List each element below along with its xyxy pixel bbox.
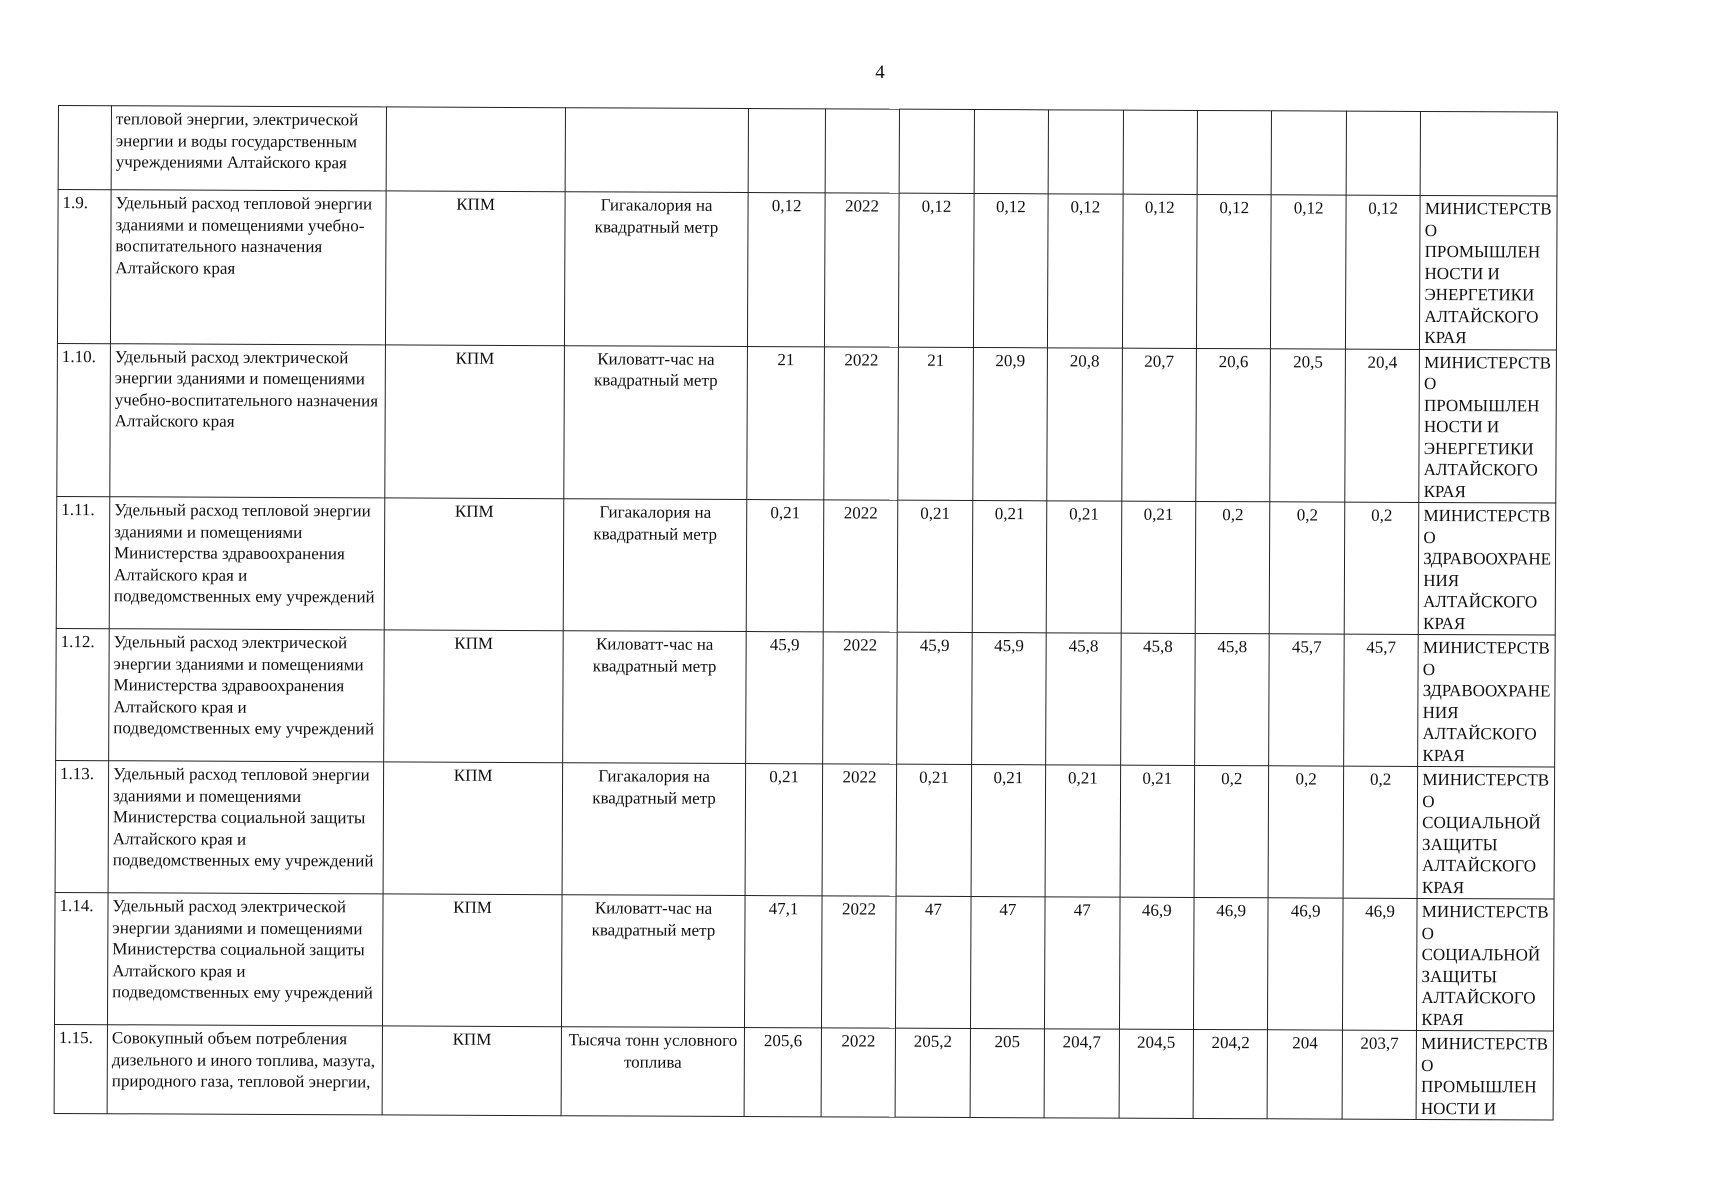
value-cell: 0,21 bbox=[972, 500, 1047, 632]
indicator-name-cell: Удельный расход тепловой энергии зданиями и помещениями учебно-воспитательного назначения Алтайского края bbox=[110, 190, 386, 345]
value-cell: 0,21 bbox=[1045, 765, 1120, 897]
value-cell: 204,2 bbox=[1193, 1029, 1268, 1118]
value-cell bbox=[974, 109, 1049, 193]
value-cell: 45,9 bbox=[746, 632, 823, 764]
unit-cell: Киловатт-час на квадратный метр bbox=[561, 895, 745, 1028]
responsible-cell: МИНИСТЕРСТВО СОЦИАЛЬНОЙ ЗАЩИТЫ АЛТАЙСКОГО КРАЯ bbox=[1417, 766, 1554, 899]
value-cell: 20,7 bbox=[1121, 348, 1196, 502]
table-body bbox=[54, 106, 1557, 1121]
value-cell: 47 bbox=[1045, 897, 1120, 1029]
value-cell: 0,12 bbox=[1271, 195, 1346, 349]
value-cell: 2022 bbox=[822, 632, 897, 764]
value-cell: 0,12 bbox=[748, 193, 825, 347]
value-cell: 205 bbox=[970, 1028, 1045, 1117]
value-cell: 46,9 bbox=[1342, 898, 1417, 1030]
value-cell: 204,5 bbox=[1119, 1029, 1194, 1118]
indicator-name-cell: Совокупный объем потребления дизельного и иного топлива, мазута, природного газа, тепловой энергии, bbox=[107, 1025, 383, 1115]
value-cell: 45,8 bbox=[1046, 633, 1121, 765]
indicator-type-cell: КПМ bbox=[385, 344, 564, 498]
value-cell: 2022 bbox=[823, 500, 898, 632]
value-cell: 20,9 bbox=[972, 347, 1047, 501]
value-cell: 0,2 bbox=[1195, 501, 1270, 633]
table-row bbox=[56, 628, 1556, 767]
value-cell bbox=[1197, 110, 1272, 194]
value-cell: 205,6 bbox=[744, 1028, 821, 1117]
indicator-type-cell: КПМ bbox=[385, 498, 564, 631]
unit-cell: Гигакалория на квадратный метр bbox=[562, 763, 746, 896]
value-cell: 45,9 bbox=[971, 632, 1046, 764]
value-cell: 0,12 bbox=[1345, 195, 1420, 349]
value-cell: 205,2 bbox=[895, 1028, 970, 1117]
value-cell: 204 bbox=[1267, 1030, 1342, 1119]
value-cell: 46,9 bbox=[1119, 897, 1194, 1029]
value-cell: 21 bbox=[898, 347, 973, 501]
value-cell: 45,9 bbox=[897, 632, 972, 764]
unit-cell: Тысяча тонн условного топлива bbox=[561, 1027, 745, 1117]
table-row bbox=[56, 496, 1556, 635]
value-cell: 20,4 bbox=[1345, 349, 1420, 503]
row-number-cell: 1.14. bbox=[54, 892, 108, 1024]
value-cell bbox=[899, 109, 974, 193]
indicator-name-cell: Удельный расход тепловой энергии зданиями и помещениями Министерства здравоохранения Алтайского края и подведомственных ему учреждений bbox=[109, 497, 385, 630]
unit-cell: Киловатт-час на квадратный метр bbox=[562, 631, 746, 764]
responsible-cell: МИНИСТЕРСТВО ПРОМЫШЛЕННОСТИ И ЭНЕРГЕТИКИ АЛТАЙСКОГО КРАЯ bbox=[1420, 195, 1557, 349]
value-cell: 0,21 bbox=[896, 764, 971, 896]
value-cell bbox=[1272, 111, 1347, 195]
indicator-type-cell: КПМ bbox=[386, 191, 565, 345]
value-cell: 20,8 bbox=[1047, 347, 1122, 501]
value-cell: 0,21 bbox=[1120, 765, 1195, 897]
value-cell bbox=[748, 109, 825, 193]
value-cell: 204,7 bbox=[1044, 1029, 1119, 1118]
indicator-type-cell: КПМ bbox=[383, 762, 562, 895]
table-row bbox=[54, 1024, 1553, 1120]
value-cell: 47,1 bbox=[745, 896, 822, 1028]
indicator-type-cell: КПМ bbox=[382, 1026, 561, 1116]
value-cell bbox=[1048, 110, 1123, 194]
indicator-name-cell: Удельный расход электрической энергии зданиями и помещениями Министерства социальной защиты Алтайского края и подведомственных ему учреждений bbox=[108, 893, 384, 1026]
value-cell: 0,2 bbox=[1194, 765, 1269, 897]
indicator-name-cell: Удельный расход электрической энергии зданиями и помещениями учебно-воспитательного назначения Алтайского края bbox=[110, 343, 386, 498]
value-cell: 47 bbox=[970, 896, 1045, 1028]
value-cell: 0,2 bbox=[1270, 502, 1345, 634]
table-row bbox=[57, 190, 1557, 350]
responsible-cell: МИНИСТЕРСТВО ПРОМЫШЛЕННОСТИ И ЭНЕРГЕТИКИ АЛТАЙСКОГО КРАЯ bbox=[1419, 349, 1556, 503]
value-cell: 45,8 bbox=[1120, 633, 1195, 765]
value-cell: 20,5 bbox=[1270, 348, 1345, 502]
indicator-type-cell bbox=[386, 107, 565, 192]
value-cell: 45,7 bbox=[1343, 634, 1418, 766]
value-cell: 0,21 bbox=[747, 500, 824, 632]
value-cell: 47 bbox=[896, 896, 971, 1028]
indicator-name-cell: Удельный расход тепловой энергии зданиями и помещениями Министерства социальной защиты Алтайского края и подведомственных ему учреждений bbox=[108, 761, 384, 894]
value-cell: 0,2 bbox=[1268, 766, 1343, 898]
value-cell: 20,6 bbox=[1196, 348, 1271, 502]
row-number-cell bbox=[58, 106, 111, 190]
value-cell bbox=[1123, 110, 1198, 194]
value-cell: 0,12 bbox=[1048, 194, 1123, 348]
value-cell: 0,12 bbox=[973, 193, 1048, 347]
responsible-cell: МИНИСТЕРСТВО СОЦИАЛЬНОЙ ЗАЩИТЫ АЛТАЙСКОГО КРАЯ bbox=[1417, 898, 1554, 1031]
row-number-cell: 1.11. bbox=[56, 496, 110, 628]
unit-cell: Гигакалория на квадратный метр bbox=[563, 499, 747, 632]
row-number-cell: 1.15. bbox=[54, 1024, 107, 1113]
responsible-cell: МИНИСТЕРСТВО ЗДРАВООХРАНЕНИЯ АЛТАЙСКОГО КРАЯ bbox=[1418, 502, 1555, 635]
value-cell bbox=[1346, 111, 1421, 195]
value-cell: 45,7 bbox=[1269, 634, 1344, 766]
unit-cell bbox=[565, 108, 749, 193]
value-cell: 0,21 bbox=[897, 500, 972, 632]
value-cell: 2022 bbox=[824, 346, 899, 500]
value-cell: 21 bbox=[747, 346, 824, 500]
value-cell: 2022 bbox=[822, 764, 897, 896]
indicator-type-cell: КПМ bbox=[384, 630, 563, 763]
value-cell: 2022 bbox=[821, 1028, 896, 1117]
value-cell: 0,2 bbox=[1343, 766, 1418, 898]
row-number-cell: 1.9. bbox=[57, 190, 111, 344]
value-cell: 0,12 bbox=[1122, 194, 1197, 348]
value-cell: 46,9 bbox=[1193, 897, 1268, 1029]
value-cell bbox=[825, 109, 900, 193]
value-cell: 2022 bbox=[821, 896, 896, 1028]
responsible-cell: МИНИСТЕРСТВО ПРОМЫШЛЕННОСТИ И bbox=[1416, 1030, 1553, 1120]
value-cell: 45,8 bbox=[1195, 633, 1270, 765]
value-cell: 0,12 bbox=[1196, 194, 1271, 348]
value-cell: 0,21 bbox=[745, 764, 822, 896]
unit-cell: Гигакалория на квадратный метр bbox=[564, 192, 748, 346]
table-row bbox=[55, 760, 1555, 899]
unit-cell: Киловатт-час на квадратный метр bbox=[564, 345, 748, 499]
responsible-cell bbox=[1420, 111, 1557, 196]
row-number-cell: 1.10. bbox=[57, 343, 111, 497]
value-cell: 0,2 bbox=[1344, 502, 1419, 634]
value-cell: 203,7 bbox=[1342, 1030, 1417, 1119]
table-row bbox=[54, 892, 1554, 1031]
value-cell: 0,21 bbox=[1121, 501, 1196, 633]
value-cell: 0,21 bbox=[971, 764, 1046, 896]
page-number: 4 bbox=[875, 62, 885, 83]
responsible-cell: МИНИСТЕРСТВО ЗДРАВООХРАНЕНИЯ АЛТАЙСКОГО КРАЯ bbox=[1418, 634, 1555, 767]
indicators-table bbox=[54, 105, 1558, 1121]
table-row bbox=[57, 343, 1557, 503]
row-number-cell: 1.13. bbox=[55, 760, 109, 892]
indicator-name-cell: тепловой энергии, электрической энергии и воды государственным учреждениями Алтайского края bbox=[111, 106, 387, 191]
table-row bbox=[58, 106, 1557, 197]
indicator-name-cell: Удельный расход электрической энергии зданиями и помещениями Министерства здравоохранения Алтайского края и подведомственных ему учреждений bbox=[109, 629, 385, 762]
value-cell: 46,9 bbox=[1268, 898, 1343, 1030]
indicator-type-cell: КПМ bbox=[383, 894, 562, 1027]
value-cell: 2022 bbox=[824, 193, 899, 347]
value-cell: 0,21 bbox=[1046, 501, 1121, 633]
value-cell: 0,12 bbox=[899, 193, 974, 347]
row-number-cell: 1.12. bbox=[56, 628, 110, 760]
